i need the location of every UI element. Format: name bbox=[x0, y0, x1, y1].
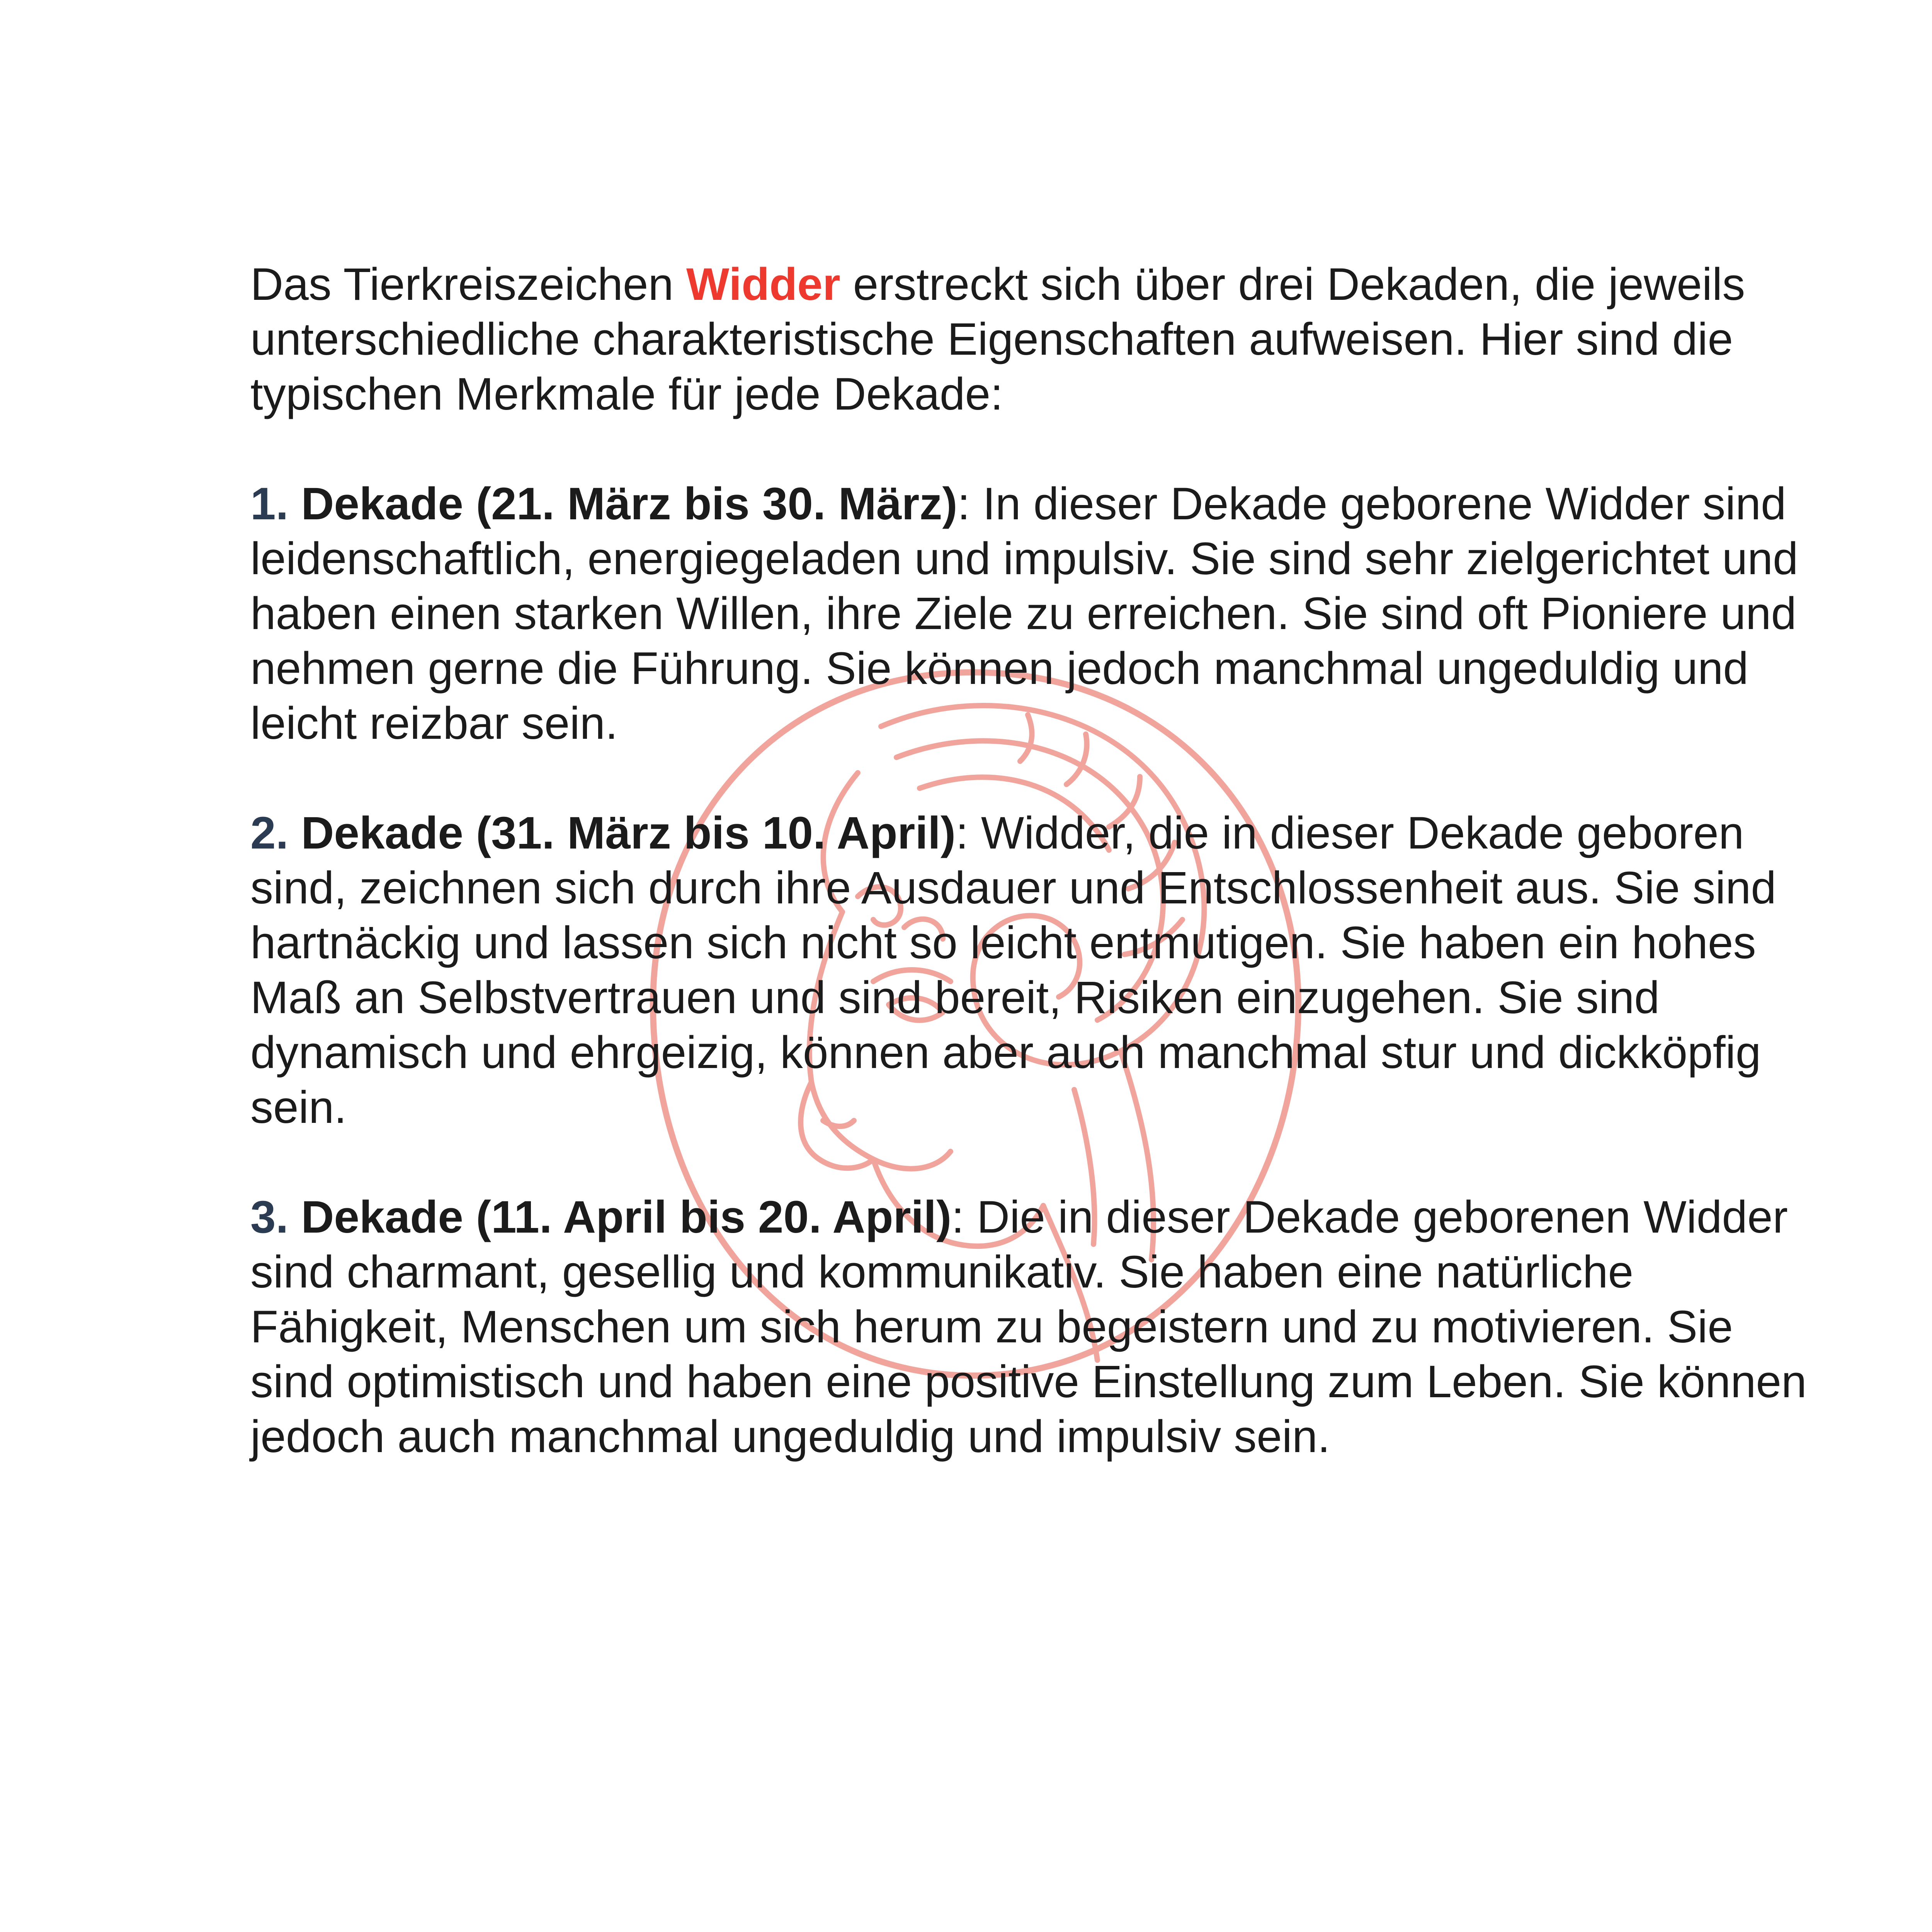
decade-3-heading: Dekade (11. April bis 20. April) bbox=[288, 1192, 952, 1243]
decade-2-text: : Widder, die in dieser Dekade geboren sind, zeichnen sich durch ihre Ausdauer und Entschlossenheit aus. Sie sind hartnäckig und lassen sich nicht so leicht entmutigen. Sie haben ein hohes Maß an Selbstvertrauen und sind bereit, Risiken einzugehen. Sie sind dynamisch und ehrgeizig, können aber auch manchmal stur und dickköpfig sein. bbox=[250, 808, 1776, 1133]
decade-3-text: : Die in dieser Dekade geborenen Widder sind charmant, gesellig und kommunikativ. Sie haben eine natürliche Fähigkeit, Menschen um sich herum zu begeistern und zu motivieren. Sie sind optimistisch und haben eine positive Einstellung zum Leben. Sie können jedoch auch manchmal ungeduldig und impulsiv sein. bbox=[250, 1192, 1807, 1462]
intro-paragraph bbox=[250, 257, 1815, 422]
decade-1-paragraph bbox=[250, 476, 1815, 751]
decade-1-number: 1. bbox=[250, 478, 289, 529]
intro-text-after: erstreckt sich über drei Dekaden, die jeweils unterschiedliche charakteristische Eigenschaften aufweisen. Hier sind die typischen Merkmale für jede Dekade: bbox=[250, 259, 1745, 420]
main-text bbox=[250, 257, 1815, 1519]
decade-3-paragraph bbox=[250, 1190, 1815, 1464]
decade-2-heading: Dekade (31. März bis 10. April) bbox=[288, 808, 956, 859]
decade-2-paragraph bbox=[250, 806, 1815, 1135]
intro-text-before: Das Tierkreiszeichen bbox=[250, 259, 686, 310]
decade-1-heading: Dekade (21. März bis 30. März) bbox=[288, 478, 957, 529]
decade-1-text: : In dieser Dekade geborene Widder sind leidenschaftlich, energiegeladen und impulsiv. Sie sind sehr zielgerichtet und haben einen starken Willen, ihre Ziele zu erreichen. Sie sind oft Pioniere und nehmen gerne die Führung. Sie können jedoch manchmal ungeduldig und leicht reizbar sein. bbox=[250, 478, 1798, 749]
decade-3-number: 3. bbox=[250, 1192, 289, 1243]
decade-2-number: 2. bbox=[250, 808, 289, 859]
highlight-widder: Widder bbox=[686, 259, 840, 310]
